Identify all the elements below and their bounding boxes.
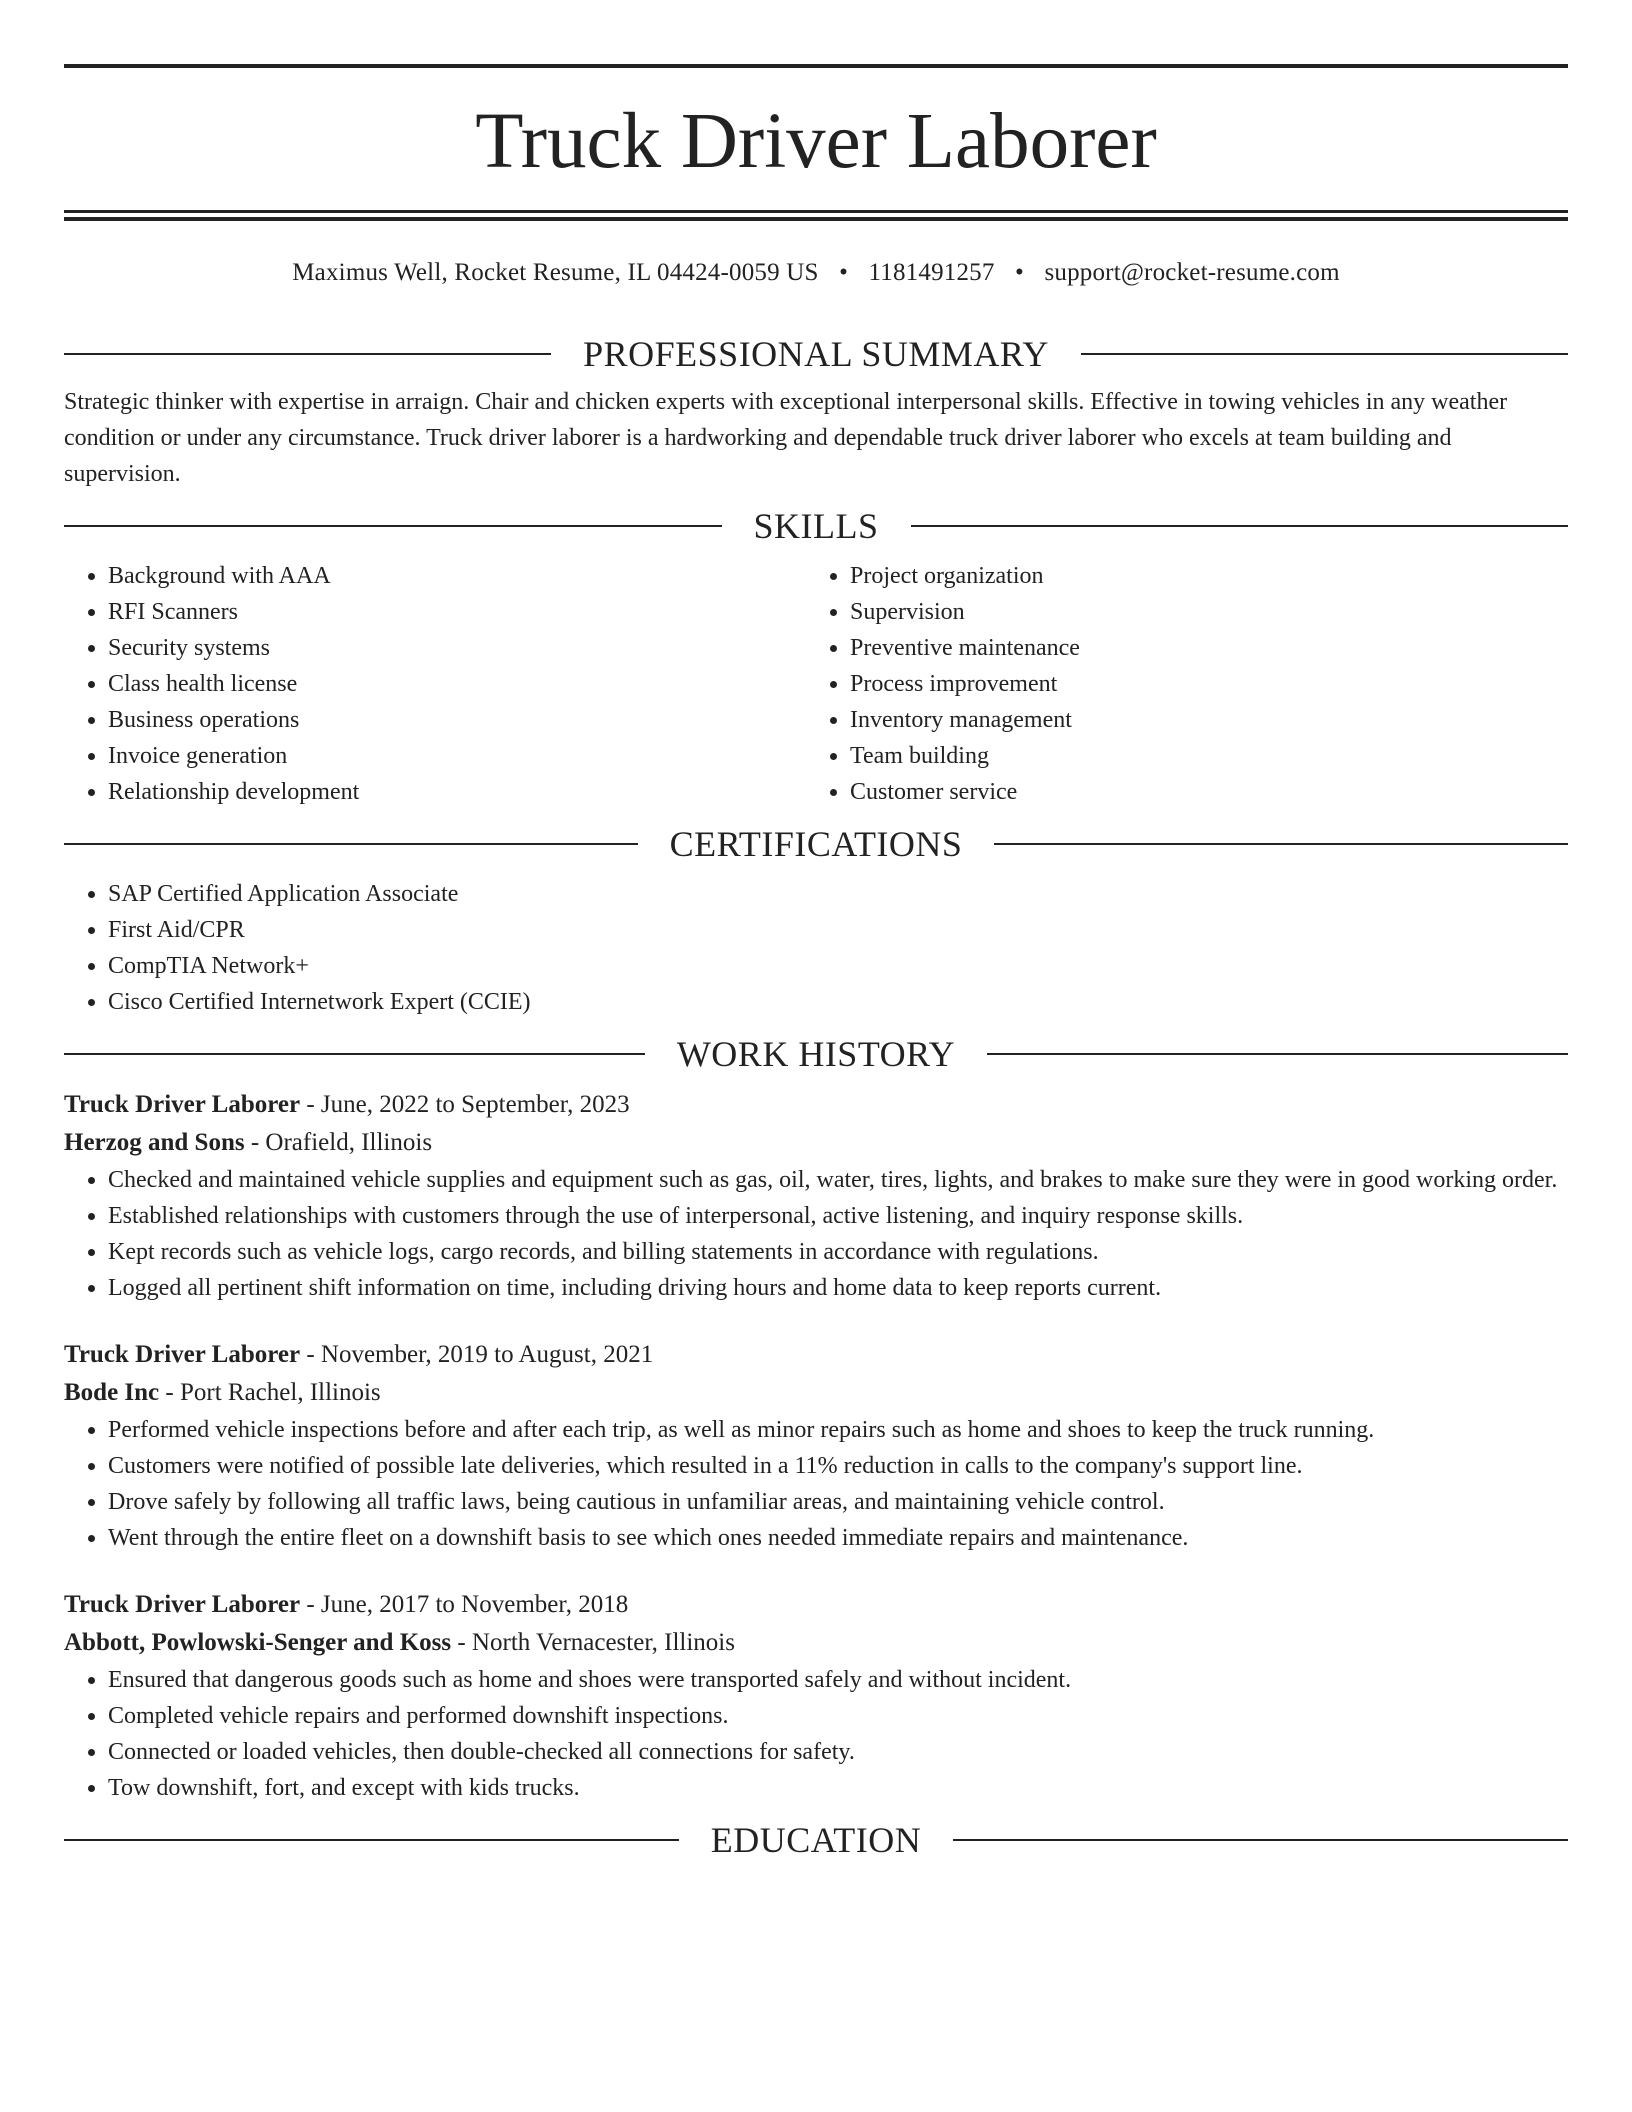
- section-rule-right: [1081, 353, 1568, 355]
- certifications-list: [64, 876, 1568, 1020]
- section-rule-right: [987, 1053, 1568, 1055]
- job-company: Herzog and Sons: [64, 1129, 245, 1156]
- section-title-work: WORK HISTORY: [676, 1034, 956, 1074]
- certification-item: • SAP Certified Application Associate: [108, 876, 1568, 912]
- job-bullet: • Completed vehicle repairs and performed downshift inspections.: [108, 1698, 1568, 1734]
- skill-item: • Preventive maintenance: [850, 630, 1548, 666]
- job-company-line: [64, 1124, 1568, 1162]
- summary-text: Strategic thinker with expertise in arraign. Chair and chicken experts with exceptional interpersonal skills. Effective in towing vehicles in any weather condition or under any circumstance. Truck driver laborer is a hardworking and dependable truck driver laborer who excels at team building and supervision.: [64, 389, 1508, 487]
- job-title-line: [64, 1086, 1568, 1124]
- candidate-name: Truck Driver Laborer: [475, 98, 1157, 185]
- job-bullets: [64, 1412, 1568, 1556]
- skill-item: • Inventory management: [850, 702, 1548, 738]
- job-bullets: [64, 1662, 1568, 1806]
- section-title-certifications: CERTIFICATIONS: [669, 824, 963, 864]
- job-bullet: • Established relationships with customers through the use of interpersonal, active listening, and inquiry response skills.: [108, 1198, 1568, 1234]
- contact-email: support@rocket-resume.com: [1044, 259, 1340, 286]
- contact-separator: •: [1015, 259, 1024, 286]
- skill-item: • Background with AAA: [108, 558, 806, 594]
- job-bullet: • Kept records such as vehicle logs, cargo records, and billing statements in accordance with regulations.: [108, 1234, 1568, 1270]
- job-bullet: • Drove safely by following all traffic laws, being cautious in unfamiliar areas, and maintaining vehicle control.: [108, 1484, 1568, 1520]
- job-bullet: • Went through the entire fleet on a downshift basis to see which ones needed immediate repairs and maintenance.: [108, 1520, 1568, 1556]
- job-bullet: • Logged all pertinent shift information on time, including driving hours and home data to keep reports current.: [108, 1270, 1568, 1306]
- section-rule-right: [911, 525, 1569, 527]
- contact-address: Maximus Well, Rocket Resume, IL 04424-0059 US: [292, 259, 819, 286]
- skill-item: • Security systems: [108, 630, 806, 666]
- skill-item: • Invoice generation: [108, 738, 806, 774]
- job-bullet: • Performed vehicle inspections before and after each trip, as well as minor repairs such as home and shoes to keep the truck running.: [108, 1412, 1568, 1448]
- job-location: - Orafield, Illinois: [244, 1129, 433, 1156]
- job-entry: [64, 1086, 1568, 1306]
- section-header-education: [64, 1820, 1568, 1860]
- section-title-skills: SKILLS: [753, 506, 879, 546]
- certification-item: • CompTIA Network+: [108, 948, 1568, 984]
- section-header-certifications: [64, 824, 1568, 864]
- skill-item: • Customer service: [850, 774, 1548, 810]
- certification-item: • First Aid/CPR: [108, 912, 1568, 948]
- job-bullet: • Checked and maintained vehicle supplies and equipment such as gas, oil, water, tires, lights, and brakes to make sure they were in good working order.: [108, 1162, 1568, 1198]
- skill-item: • Process improvement: [850, 666, 1548, 702]
- job-dates: - June, 2017 to November, 2018: [300, 1591, 629, 1618]
- section-header-skills: [64, 506, 1568, 546]
- job-entry: [64, 1586, 1568, 1806]
- job-role: Truck Driver Laborer: [64, 1341, 301, 1368]
- job-company-line: [64, 1624, 1568, 1662]
- job-bullets: [64, 1162, 1568, 1306]
- section-rule-left: [64, 1839, 679, 1841]
- skills-list-left: [64, 558, 806, 810]
- skill-item: • Relationship development: [108, 774, 806, 810]
- section-rule-right: [953, 1839, 1568, 1841]
- job-bullet: • Ensured that dangerous goods such as home and shoes were transported safely and without incident.: [108, 1662, 1568, 1698]
- section-title-summary: PROFESSIONAL SUMMARY: [583, 334, 1049, 374]
- header-double-rule: [64, 210, 1568, 221]
- section-rule-left: [64, 353, 551, 355]
- job-title-line: [64, 1336, 1568, 1374]
- section-header-summary: [64, 334, 1568, 374]
- contact-line: [64, 258, 1568, 288]
- job-company-line: [64, 1374, 1568, 1412]
- job-title-line: [64, 1586, 1568, 1624]
- job-location: - North Vernacester, Illinois: [451, 1629, 735, 1656]
- skill-item: • RFI Scanners: [108, 594, 806, 630]
- job-role: Truck Driver Laborer: [64, 1091, 301, 1118]
- section-title-education: EDUCATION: [710, 1820, 922, 1860]
- skill-item: • Business operations: [108, 702, 806, 738]
- job-dates: - November, 2019 to August, 2021: [300, 1341, 654, 1368]
- skills-column-left: [64, 558, 806, 810]
- job-company: Abbott, Powlowski-Senger and Koss: [64, 1629, 452, 1656]
- skill-item: • Project organization: [850, 558, 1548, 594]
- section-header-work: [64, 1034, 1568, 1074]
- skills-list-right: [806, 558, 1548, 810]
- resume-page: [64, 64, 1568, 1860]
- section-rule-right: [994, 843, 1568, 845]
- skill-item: • Team building: [850, 738, 1548, 774]
- skill-item: • Class health license: [108, 666, 806, 702]
- job-bullet: • Connected or loaded vehicles, then double-checked all connections for safety.: [108, 1734, 1568, 1770]
- job-bullet: • Customers were notified of possible late deliveries, which resulted in a 11% reduction in calls to the company's support line.: [108, 1448, 1568, 1484]
- section-rule-left: [64, 525, 722, 527]
- job-company: Bode Inc: [64, 1379, 160, 1406]
- contact-phone: 1181491257: [868, 259, 995, 286]
- job-entry: [64, 1336, 1568, 1556]
- job-role: Truck Driver Laborer: [64, 1591, 301, 1618]
- job-dates: - June, 2022 to September, 2023: [300, 1091, 630, 1118]
- section-rule-left: [64, 843, 638, 845]
- certification-item: • Cisco Certified Internetwork Expert (CCIE): [108, 984, 1568, 1020]
- skills-column-right: [806, 558, 1548, 810]
- skill-item: • Supervision: [850, 594, 1548, 630]
- skills-columns: [64, 558, 1568, 810]
- job-location: - Port Rachel, Illinois: [159, 1379, 381, 1406]
- header-top-rule: [64, 64, 1568, 68]
- contact-separator: •: [839, 259, 849, 286]
- section-rule-left: [64, 1053, 645, 1055]
- job-bullet: • Tow downshift, fort, and except with kids trucks.: [108, 1770, 1568, 1806]
